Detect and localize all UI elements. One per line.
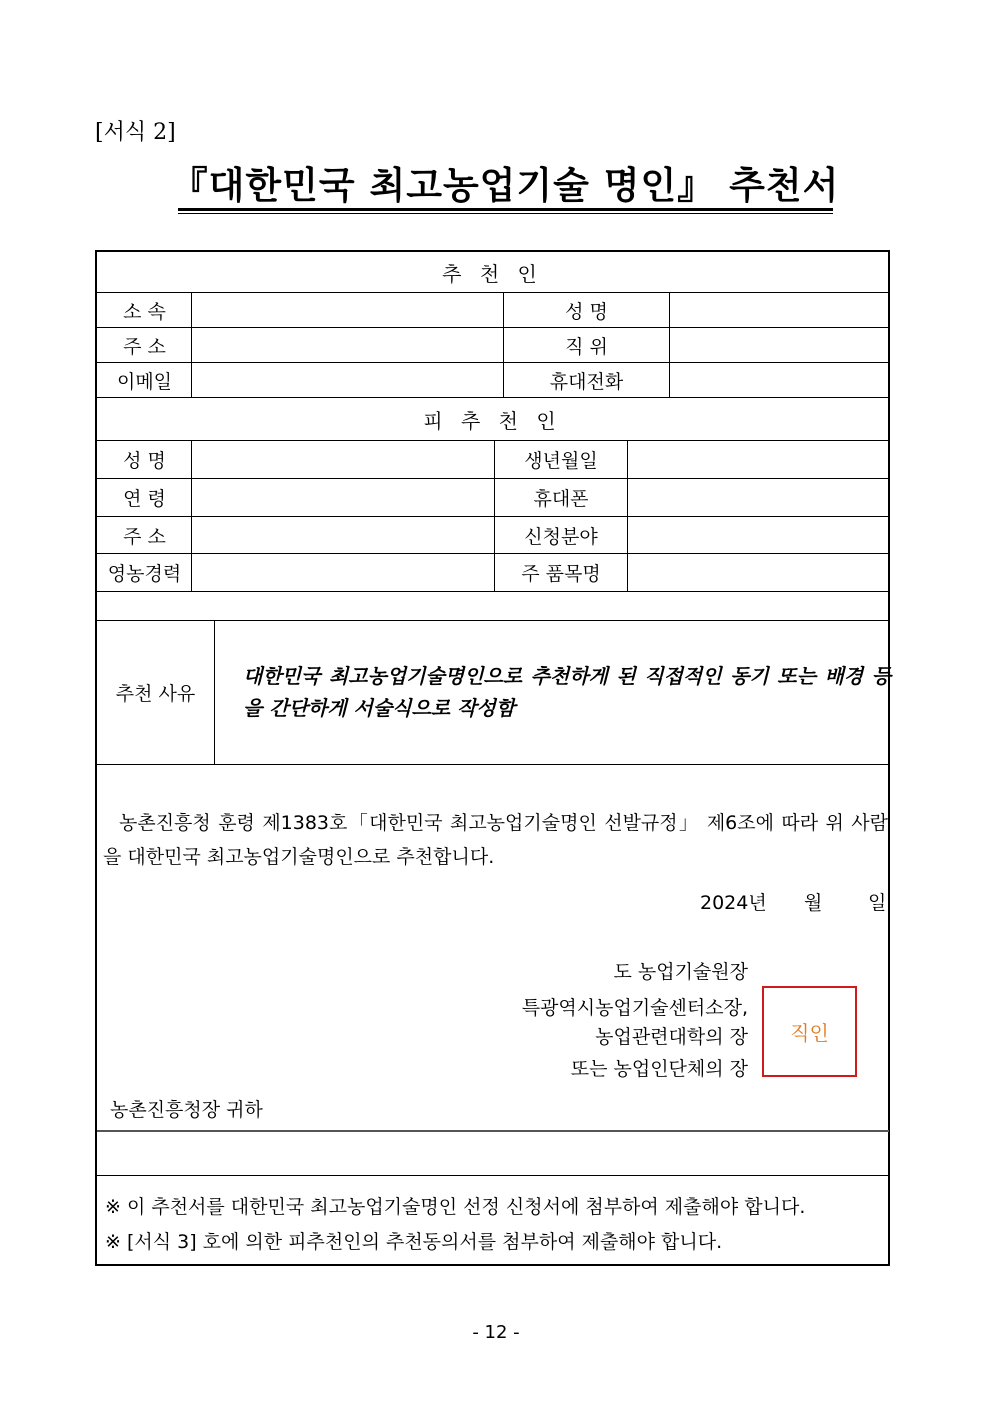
title-underline-thin xyxy=(178,213,833,214)
age-label: 연 령 xyxy=(123,488,166,510)
position-field[interactable] xyxy=(670,328,888,362)
recommendation-statement: 농촌진흥청 훈령 제1383호「대한민국 최고농업기술명인 선발규정」 제6조에 따라 위 사람을 대한민국 최고농업기술명인으로 추천합니다. xyxy=(103,812,888,868)
official-seal-box[interactable]: 직인 xyxy=(762,986,857,1077)
nominee-header: 피 추 천 인 xyxy=(423,408,562,433)
birth-field[interactable] xyxy=(628,441,888,478)
signatory-line-3: 농업관련대학의 장 xyxy=(595,1026,748,1048)
reason-label: 추천 사유 xyxy=(115,683,196,705)
note-1: ※ 이 추천서를 대한민국 최고농업기술명인 선정 신청서에 첨부하여 제출해야 합니다. xyxy=(105,1196,806,1218)
recommender-name-field[interactable] xyxy=(670,293,888,327)
nominee-address-label: 주 소 xyxy=(123,525,166,548)
career-field[interactable] xyxy=(192,554,494,591)
main-item-label: 주 품목명 xyxy=(521,563,601,585)
note-2: ※ [서식 3] 호에 의한 피추천인의 추천동의서를 첨부하여 제출해야 합니다. xyxy=(105,1231,723,1253)
title-underline xyxy=(178,208,833,211)
position-label: 직 위 xyxy=(565,335,608,358)
date-month[interactable]: 월 xyxy=(804,892,823,914)
nominee-address-field[interactable] xyxy=(192,517,494,553)
form-code: [서식 2] xyxy=(95,120,176,145)
signatory-line-2: 특광역시농업기술센터소장, xyxy=(521,997,748,1019)
field-field[interactable] xyxy=(628,517,888,553)
birth-label: 생년월일 xyxy=(524,450,598,472)
main-item-field[interactable] xyxy=(628,554,888,591)
page-number: - 12 - xyxy=(472,1322,520,1343)
page-title: 『대한민국 최고농업기술 명인』 추천서 xyxy=(170,164,840,207)
nominee-name-label: 성 명 xyxy=(123,450,166,472)
nominee-name-field[interactable] xyxy=(192,441,494,478)
nominee-mobile-field[interactable] xyxy=(628,479,888,516)
career-label: 영농경력 xyxy=(107,563,182,585)
recommender-name-label: 성 명 xyxy=(565,300,608,323)
affiliation-label: 소 속 xyxy=(123,300,166,323)
reason-text[interactable]: 대한민국 최고농업기술명인으로 추천하게 된 직접적인 동기 또는 배경 등을 간단하게 서술식으로 작성함 xyxy=(243,664,891,720)
recommender-mobile-field[interactable] xyxy=(670,363,888,397)
recommender-address-field[interactable] xyxy=(192,328,503,362)
date-year[interactable]: 2024년 xyxy=(700,892,767,914)
age-field[interactable] xyxy=(192,479,494,516)
date-day[interactable]: 일 xyxy=(868,892,887,914)
recommender-mobile-label: 휴대전화 xyxy=(549,370,624,393)
field-label: 신청분야 xyxy=(524,525,598,548)
email-field[interactable] xyxy=(192,363,503,397)
addressee: 농촌진흥청장 귀하 xyxy=(110,1099,263,1121)
signatory-line-1: 도 농업기술원장 xyxy=(613,961,748,983)
affiliation-field[interactable] xyxy=(192,293,503,327)
signatory-line-4: 또는 농업인단체의 장 xyxy=(570,1058,748,1080)
nominee-mobile-label: 휴대폰 xyxy=(533,488,589,510)
email-label: 이메일 xyxy=(116,370,173,393)
recommender-header: 추 천 인 xyxy=(442,261,543,286)
recommender-address-label: 주 소 xyxy=(123,335,166,358)
